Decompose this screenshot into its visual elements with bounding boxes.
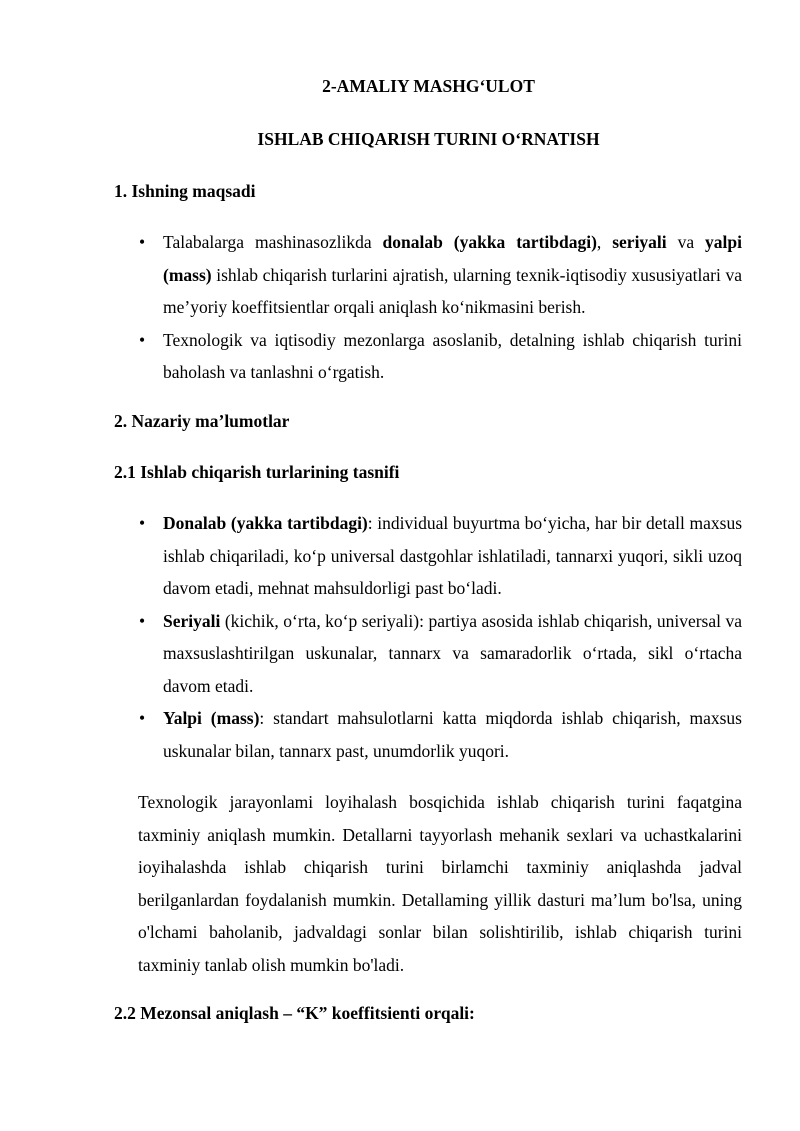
bold-term: donalab (yakka tartibdagi)	[382, 232, 597, 252]
bold-term: seriyali	[612, 232, 667, 252]
document-title: 2-AMALIY MASHG‘ULOT	[322, 76, 535, 96]
bullet-text: ,	[596, 232, 613, 252]
list-item	[114, 507, 742, 605]
bullet-text: : individual buyurtma bo‘yicha, har bir detall maxsus ishlab chiqariladi, ko‘p universal dastgohlar ishlatiladi, tannarxi yuqori, sikli uzoq davom etadi, mehnat mahsuldorligi past bo‘ladi.	[163, 513, 742, 598]
bullet-text: Texnologik va iqtisodiy mezonlarga asoslanib, detalning ishlab chiqarish turini baholash va tanlashni o‘rgatish.	[163, 329, 742, 382]
bullet-icon: •	[139, 513, 146, 533]
bullet-icon: •	[139, 610, 146, 631]
section-1-bullet-list	[114, 226, 742, 389]
bold-term: yalpi (mass)	[163, 232, 742, 285]
bullet-icon: •	[139, 708, 146, 728]
document-subtitle: ISHLAB CHIQARISH TURINI O‘RNATISH	[257, 129, 600, 149]
list-item	[114, 605, 742, 703]
list-item	[114, 226, 742, 324]
bullet-text: Talabalarga mashinasozlikda	[163, 232, 383, 252]
body-paragraph: Texnologik jarayonlami loyihalash bosqichida ishlab chiqarish turini faqatgina taxminiy aniqlash mumkin. Detallarni tayyorlash mehanik sexlari va uchastkalarini ioyihalashda ishlab chiqarish turini birlamchi taxminiy aniqlashda jadval berilganlardan foydalanish mumkin. Detallaming yillik dasturi ma’lum bo'lsa, uning o'lchami baholanib, jadvaldagi sonlar bilan solishtirilib, ishlab chiqarish turini taxminiy tanlab olish mumkin bo'ladi.	[138, 792, 742, 975]
bold-term: Donalab (yakka tartibdagi)	[163, 513, 368, 533]
section-2-2-heading: 2.2 Mezonsal aniqlash – “K” koeffitsienti orqali:	[114, 1003, 475, 1023]
bullet-icon: •	[139, 232, 146, 252]
section-2-1-heading: 2.1 Ishlab chiqarish turlarining tasnifi	[114, 462, 400, 482]
bullet-icon: •	[139, 329, 146, 350]
section-2-1-bullet-list	[114, 507, 742, 767]
bold-term: Seriyali	[163, 610, 221, 631]
section-2-heading: 2. Nazariy ma’lumotlar	[114, 411, 290, 431]
bold-term: Yalpi (mass)	[163, 708, 260, 728]
list-item	[114, 324, 742, 389]
bullet-text: (kichik, o‘rta, ko‘p seriyali): partiya asosida ishlab chiqarish, universal va maxsuslashtirilgan uskunalar, tannarx va samaradorlik o‘rtada, sikl o‘rtacha davom etadi.	[163, 610, 742, 696]
bullet-text: : standart mahsulotlarni katta miqdorda ishlab chiqarish, maxsus uskunalar bilan, tannarx past, unumdorlik yuqori.	[163, 708, 742, 761]
section-1-heading: 1. Ishning maqsadi	[114, 181, 256, 201]
list-item	[114, 702, 742, 767]
bullet-text: va	[666, 232, 706, 252]
bullet-text: ishlab chiqarish turlarini ajratish, ularning texnik-iqtisodiy xususiyatlari va me’yoriy koeffitsientlar orqali aniqlash ko‘nikmasini berish.	[163, 264, 742, 317]
